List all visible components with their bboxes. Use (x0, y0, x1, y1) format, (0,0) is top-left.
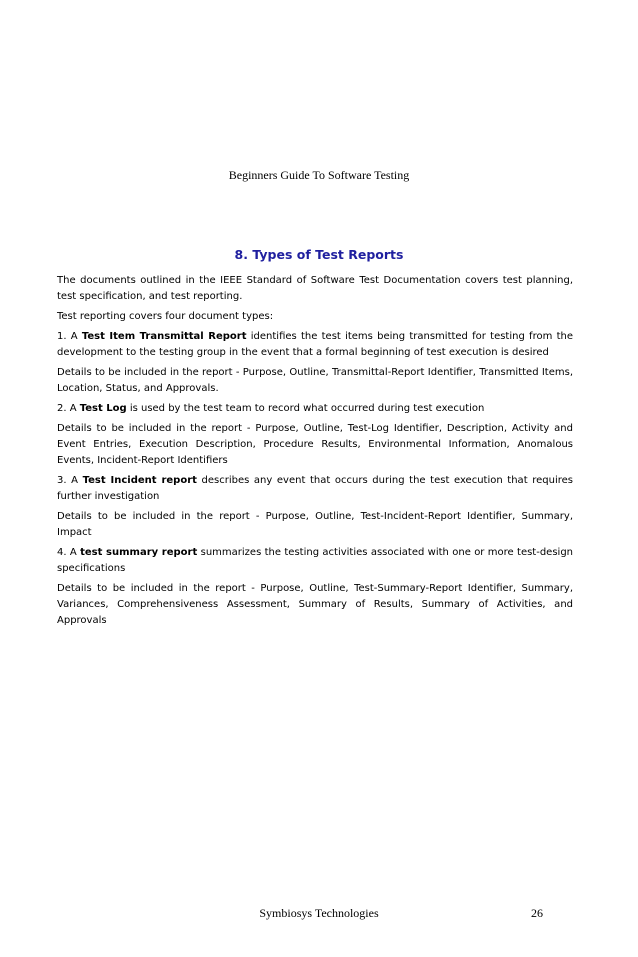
page-header (0, 168, 638, 183)
item4-details: Details to be included in the report - Purpose, Outline, Test-Summary-Report Identifier, Summary, Variances, Comprehensiveness Assessment, Summary of Results, Summary of Activities, and Approvals (57, 583, 573, 626)
page-number: 26 (531, 906, 543, 920)
item3-details: Details to be included in the report - Purpose, Outline, Test-Incident-Report Identifier, Summary, Impact (57, 511, 573, 538)
item4-term: test summary report (80, 547, 198, 558)
item1-details: Details to be included in the report - Purpose, Outline, Transmittal-Report Identifier, Transmitted Items, Location, Status, and Approvals. (57, 367, 573, 394)
document-body (57, 273, 573, 633)
item1-paragraph (57, 329, 573, 361)
intro-paragraph: The documents outlined in the IEEE Standard of Software Test Documentation covers test planning, test specification, and test reporting. (57, 275, 573, 302)
item1-desc: identifies the test items being transmitted for testing from the development to the testing group in the event that a formal beginning of test execution is desired (57, 331, 573, 358)
item2-desc: is used by the test team to record what occurred during test execution (126, 403, 485, 414)
item3-desc: describes any event that occurs during the test execution that requires further investigation (57, 475, 573, 502)
item4-prefix: 4. A (57, 547, 81, 558)
item4-paragraph (57, 545, 573, 577)
item2-paragraph (57, 401, 573, 417)
item1-term: Test Item Transmittal Report (81, 331, 247, 342)
item3-paragraph (57, 473, 573, 505)
section-title: 8. Types of Test Reports (234, 247, 404, 262)
item2-prefix: 2. A (57, 403, 80, 414)
item2-details: Details to be included in the report - Purpose, Outline, Test-Log Identifier, Description, Activity and Event Entries, Execution Description, Procedure Results, Environmental Information, Anomalous Events, Incident-Report Identifiers (57, 423, 573, 466)
item3-prefix: 3. A (57, 475, 83, 486)
footer-company: Symbiosys Technologies (259, 906, 379, 920)
item2-term: Test Log (79, 403, 127, 414)
overview-paragraph: Test reporting covers four document types: (57, 311, 274, 322)
item4-desc: summarizes the testing activities associated with one or more test-design specifications (57, 547, 574, 574)
header-title: Beginners Guide To Software Testing (228, 168, 410, 182)
item3-term: Test Incident report (82, 475, 197, 486)
item1-prefix: 1. A (57, 331, 82, 342)
